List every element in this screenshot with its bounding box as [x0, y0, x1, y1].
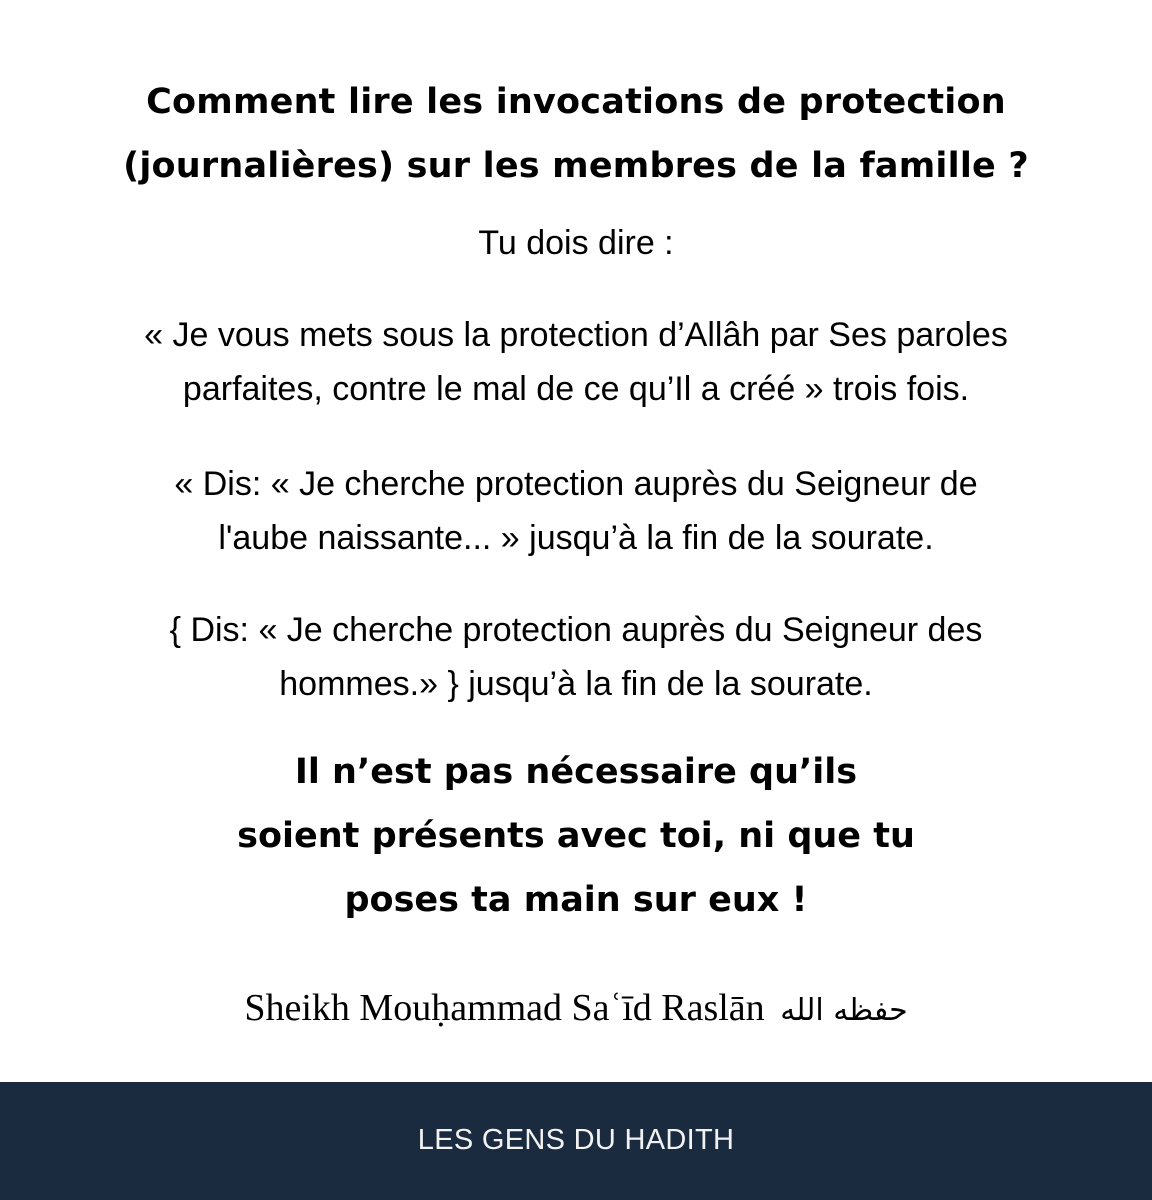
invocation-3-line-1: { Dis: « Je cherche protection auprès du Seigneur des	[169, 611, 983, 649]
emphasis-line-1: Il n’est pas nécessaire qu’ils	[294, 752, 858, 792]
emphasis-statement	[0, 740, 1152, 932]
author-honorific: حفظه الله	[780, 993, 908, 1028]
intro-line: Tu dois dire :	[478, 224, 674, 262]
invocation-2-line-1: « Dis: « Je cherche protection auprès du Seigneur de	[174, 465, 978, 503]
intro-text	[0, 216, 1152, 270]
invocation-3-line-2: hommes.» } jusqu’à la fin de la sourate.	[279, 665, 873, 703]
invocation-1-line-2: parfaites, contre le mal de ce qu’Il a créé » trois fois.	[182, 370, 970, 408]
emphasis-line-3: poses ta main sur eux !	[344, 880, 808, 920]
title-line-2: (journalières) sur les membres de la famille ?	[123, 146, 1029, 186]
invocation-1-line-1: « Je vous mets sous la protection d’Allâh par Ses paroles	[144, 316, 1008, 354]
page-title	[0, 70, 1152, 198]
emphasis-line-2: soient présents avec toi, ni que tu	[237, 816, 915, 856]
invocation-paragraph-2	[0, 457, 1152, 565]
invocation-paragraph-3	[0, 603, 1152, 711]
invocation-2-line-2: l'aube naissante... » jusqu’à la fin de la sourate.	[218, 519, 934, 557]
attribution	[0, 980, 1152, 1039]
invocation-paragraph-1	[0, 308, 1152, 416]
title-line-1: Comment lire les invocations de protection	[146, 82, 1006, 122]
footer-brand-label: LES GENS DU HADITH	[417, 1124, 735, 1156]
author-name: Sheikh Mouḥammad Saʿīd Raslān	[244, 987, 765, 1029]
